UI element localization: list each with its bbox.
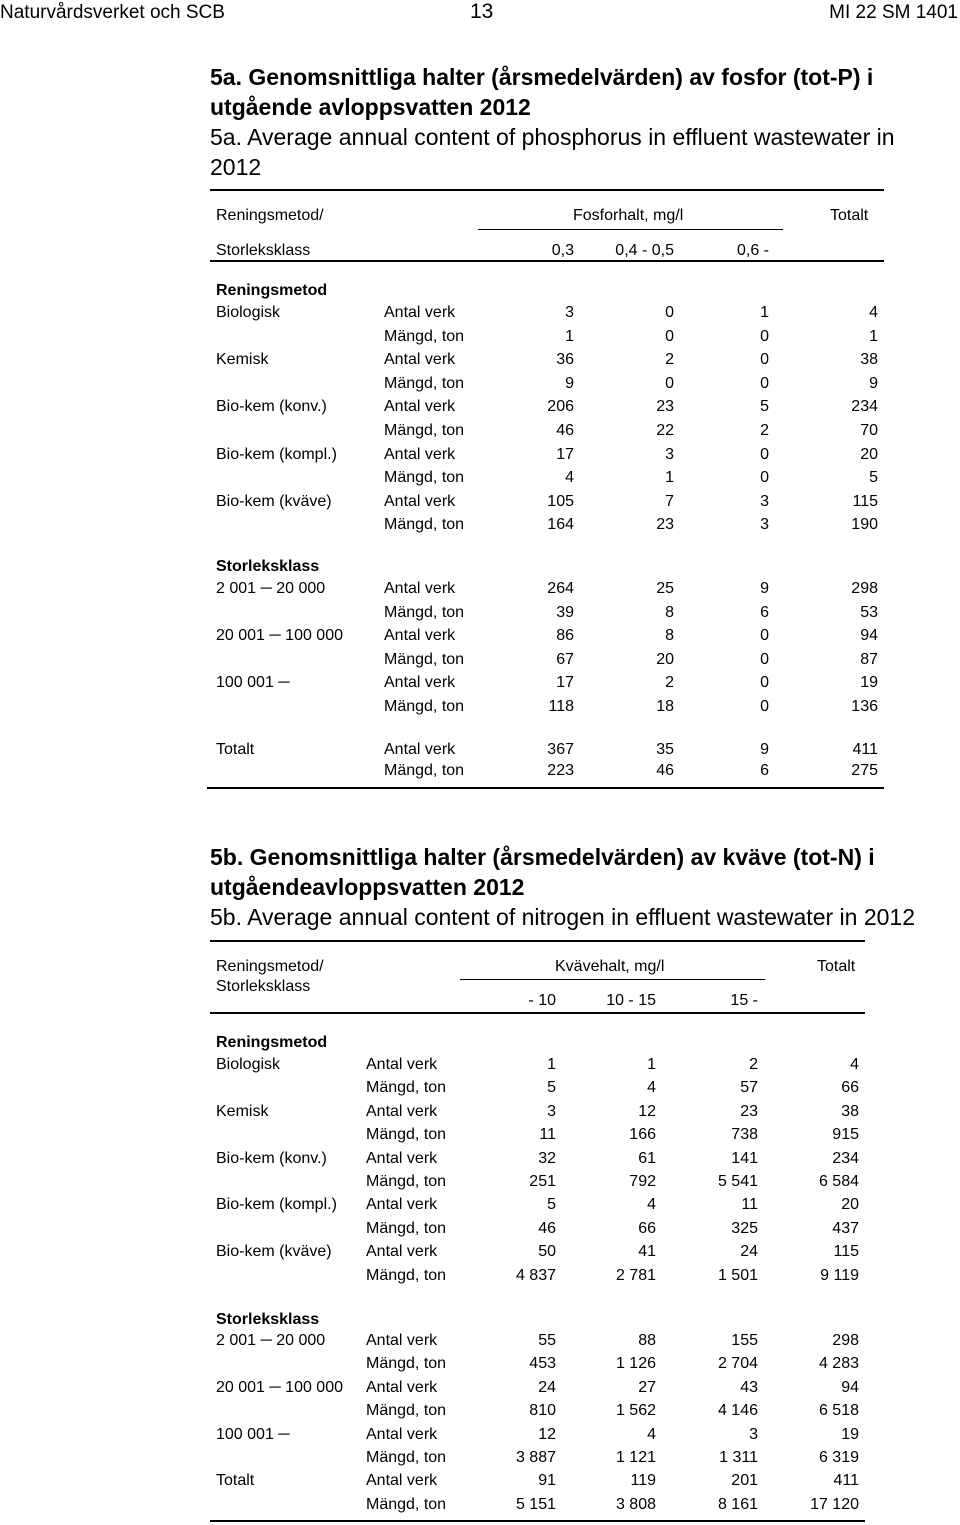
table-cell: 17 120 (810, 1495, 859, 1513)
table-cell: 50 (538, 1243, 556, 1261)
table-cell: 17 (556, 674, 574, 692)
table-cell: 2 704 (717, 1355, 758, 1373)
rule (207, 787, 884, 789)
table-cell: 11 (539, 1126, 556, 1144)
rule (210, 260, 884, 262)
row-measure: Antal verk (366, 1243, 438, 1261)
table-cell: 5 151 (515, 1495, 556, 1513)
table-cell: 11 (741, 1196, 758, 1214)
table-cell: 23 (656, 398, 674, 416)
row-label: Bio-kem (kompl.) (216, 1196, 337, 1214)
row-label: 20 001 ─ 100 000 (216, 627, 343, 645)
table-cell: 136 (851, 698, 878, 715)
table-cell: 6 518 (818, 1402, 859, 1420)
table-cell: 0 (760, 650, 769, 668)
row-label: Biologisk (216, 304, 281, 321)
rule (210, 940, 865, 942)
row-measure: Mängd, ton (384, 422, 465, 439)
table-cell: 8 (665, 603, 674, 621)
section-heading: Storleksklass (216, 1311, 320, 1328)
table-cell: 41 (638, 1243, 656, 1261)
row-measure: Antal verk (384, 674, 456, 692)
column-header: Reningsmetod/ (216, 207, 324, 224)
table-cell: 0 (760, 469, 769, 487)
table-cell: 1 126 (615, 1355, 656, 1373)
row-label: 100 001 ─ (216, 1425, 290, 1443)
page-header-left: Naturvårdsverket och SCB (0, 2, 225, 23)
table-cell: 0 (665, 374, 674, 392)
table-cell: 39 (556, 603, 574, 621)
class-header: 0,6 - (736, 242, 769, 259)
row-measure: Mängd, ton (366, 1079, 447, 1097)
table-cell: 118 (548, 698, 574, 715)
row-measure: Antal verk (384, 445, 456, 463)
section-heading: Reningsmetod (216, 282, 328, 299)
table-cell: 35 (656, 741, 674, 758)
table-cell: 5 (869, 469, 878, 487)
table-cell: 17 (556, 445, 574, 463)
table-cell: 6 319 (818, 1449, 859, 1466)
row-measure: Mängd, ton (366, 1126, 447, 1144)
table-cell: 275 (851, 762, 878, 779)
table-cell: 4 (647, 1196, 656, 1214)
row-measure: Mängd, ton (384, 374, 465, 392)
class-header: - 10 (528, 992, 556, 1009)
row-measure: Antal verk (366, 1332, 438, 1349)
table-cell: 4 (647, 1425, 656, 1443)
rule (210, 1520, 865, 1522)
table-cell: 453 (529, 1355, 556, 1373)
table-cell: 3 (665, 445, 674, 463)
table-cell: 1 (647, 1056, 656, 1073)
table-cell: 2 781 (615, 1266, 656, 1284)
group-underline (478, 229, 783, 230)
table-cell: 164 (547, 516, 574, 534)
table-cell: 20 (656, 650, 674, 668)
table-cell: 70 (860, 422, 878, 439)
row-label: Bio-kem (kväve) (216, 492, 332, 510)
table-cell: 2 (760, 422, 769, 439)
table-cell: 166 (629, 1126, 656, 1144)
row-measure: Mängd, ton (384, 516, 465, 534)
row-measure: Antal verk (384, 492, 456, 510)
table-cell: 1 (565, 327, 574, 345)
table-cell: 67 (556, 650, 574, 668)
table-cell: 115 (833, 1243, 859, 1261)
row-measure: Mängd, ton (366, 1402, 447, 1420)
table-cell: 223 (547, 762, 574, 779)
table-cell: 55 (538, 1332, 556, 1349)
total-header: Totalt (817, 958, 856, 975)
table-cell: 88 (638, 1332, 656, 1349)
table-cell: 57 (740, 1079, 758, 1097)
table-cell: 234 (851, 398, 878, 416)
row-label: 2 001 ─ 20 000 (216, 1332, 326, 1349)
row-label: Kemisk (216, 1102, 269, 1120)
table-cell: 411 (833, 1472, 859, 1490)
table-cell: 46 (538, 1219, 556, 1237)
table-cell: 8 161 (717, 1495, 758, 1513)
table-cell: 738 (731, 1126, 758, 1144)
row-measure: Antal verk (384, 398, 456, 416)
table-cell: 43 (740, 1378, 758, 1396)
table-cell: 66 (638, 1219, 656, 1237)
table-cell: 0 (760, 698, 769, 715)
table-cell: 411 (852, 741, 878, 758)
table-cell: 12 (638, 1102, 656, 1120)
row-label: Bio-kem (konv.) (216, 398, 327, 416)
row-label: Bio-kem (kväve) (216, 1243, 332, 1261)
class-header: 0,4 - 0,5 (615, 242, 674, 259)
table-cell: 91 (538, 1472, 556, 1490)
row-label: 2 001 ─ 20 000 (216, 580, 326, 597)
table-cell: 4 (565, 469, 574, 487)
row-measure: Antal verk (366, 1196, 438, 1214)
row-measure: Antal verk (366, 1472, 438, 1490)
rule (210, 189, 884, 191)
table-cell: 18 (656, 698, 674, 715)
table-cell: 20 (841, 1196, 859, 1214)
row-measure: Mängd, ton (384, 603, 465, 621)
table-cell: 1 (760, 304, 769, 321)
table-cell: 437 (832, 1219, 859, 1237)
row-label: Kemisk (216, 351, 269, 369)
row-measure: Mängd, ton (366, 1266, 447, 1284)
table-cell: 5 541 (717, 1173, 758, 1190)
table-cell: 298 (832, 1332, 859, 1349)
row-label: Bio-kem (kompl.) (216, 445, 337, 463)
page-number: 13 (470, 0, 494, 23)
table-cell: 1 562 (615, 1402, 656, 1420)
table-cell: 20 (860, 445, 878, 463)
table-cell: 9 (565, 374, 574, 392)
table-cell: 2 (749, 1056, 758, 1073)
group-underline (460, 979, 765, 980)
table-cell: 367 (547, 741, 574, 758)
table-cell: 3 887 (515, 1449, 556, 1466)
table-5b-title-en: 5b. Average annual content of nitrogen in effluent wastewater in 2012 (210, 904, 915, 930)
table-cell: 119 (630, 1472, 656, 1490)
table-cell: 8 (665, 627, 674, 645)
table-cell: 27 (638, 1378, 656, 1396)
table-cell: 915 (832, 1126, 859, 1144)
row-label: Bio-kem (konv.) (216, 1149, 327, 1167)
table-cell: 190 (851, 516, 878, 534)
table-cell: 25 (656, 580, 674, 597)
table-cell: 5 (760, 398, 769, 416)
total-header: Totalt (830, 207, 869, 224)
row-label: Totalt (216, 741, 255, 758)
page-header-right: MI 22 SM 1401 (829, 2, 958, 23)
table-cell: 201 (731, 1472, 758, 1490)
table-cell: 1 501 (717, 1266, 758, 1284)
column-header: Reningsmetod/ (216, 958, 324, 975)
row-label: 20 001 ─ 100 000 (216, 1378, 343, 1396)
section-heading: Reningsmetod (216, 1034, 328, 1051)
row-measure: Mängd, ton (366, 1495, 447, 1513)
table-cell: 3 (749, 1425, 758, 1443)
table-cell: 24 (538, 1378, 556, 1396)
row-measure: Antal verk (384, 627, 456, 645)
table-cell: 0 (760, 445, 769, 463)
table-cell: 4 (850, 1056, 859, 1073)
row-measure: Mängd, ton (384, 698, 465, 715)
table-cell: 105 (547, 492, 574, 510)
table-cell: 86 (556, 627, 574, 645)
table-cell: 19 (841, 1425, 859, 1443)
table-cell: 23 (740, 1102, 758, 1120)
table-cell: 87 (860, 650, 878, 668)
table-cell: 0 (760, 674, 769, 692)
row-measure: Antal verk (366, 1102, 438, 1120)
table-cell: 4 (647, 1079, 656, 1097)
table-cell: 0 (665, 327, 674, 345)
table-cell: 32 (538, 1149, 556, 1167)
table-cell: 1 (547, 1056, 556, 1073)
table-cell: 4 283 (818, 1355, 859, 1373)
table-cell: 9 (760, 580, 769, 597)
class-header: 10 - 15 (606, 992, 656, 1009)
row-measure: Antal verk (384, 741, 456, 758)
table-cell: 0 (760, 351, 769, 369)
table-cell: 1 121 (615, 1449, 656, 1466)
row-measure: Mängd, ton (384, 469, 465, 487)
table-cell: 0 (760, 627, 769, 645)
table-cell: 0 (760, 374, 769, 392)
row-measure: Mängd, ton (366, 1219, 447, 1237)
table-cell: 23 (656, 516, 674, 534)
table-cell: 24 (740, 1243, 758, 1261)
table-cell: 5 (547, 1196, 556, 1214)
table-cell: 234 (832, 1149, 859, 1167)
table-5a-title-sv: 5a. Genomsnittliga halter (årsmedelvärden) av fosfor (tot-P) i utgående avloppsvatten 2012 (210, 64, 874, 120)
table-cell: 36 (556, 351, 574, 369)
row-measure: Mängd, ton (384, 327, 465, 345)
table-cell: 2 (665, 674, 674, 692)
table-cell: 5 (547, 1079, 556, 1097)
table-5a-title-en: 5a. Average annual content of phosphorus in effluent wastewater in 2012 (210, 124, 895, 180)
table-cell: 12 (538, 1425, 556, 1443)
table-cell: 4 146 (717, 1402, 758, 1420)
table-cell: 251 (529, 1173, 556, 1190)
row-measure: Mängd, ton (384, 650, 465, 668)
table-cell: 298 (851, 580, 878, 597)
row-measure: Antal verk (384, 351, 456, 369)
table-cell: 3 808 (615, 1495, 656, 1513)
table-cell: 38 (860, 351, 878, 369)
table-cell: 810 (529, 1402, 556, 1420)
table-cell: 6 (760, 603, 769, 621)
row-measure: Mängd, ton (366, 1173, 447, 1190)
table-cell: 1 (665, 469, 674, 487)
class-header: 15 - (730, 992, 758, 1009)
section-heading: Storleksklass (216, 558, 320, 575)
table-cell: 61 (638, 1149, 656, 1167)
table-cell: 3 (760, 516, 769, 534)
row-measure: Antal verk (366, 1149, 438, 1167)
table-cell: 94 (841, 1378, 859, 1396)
table-cell: 155 (731, 1332, 758, 1349)
table-cell: 1 311 (719, 1449, 758, 1466)
table-cell: 22 (656, 422, 674, 439)
table-cell: 4 (869, 304, 878, 321)
group-header: Kvävehalt, mg/l (555, 958, 665, 975)
table-cell: 4 837 (515, 1266, 556, 1284)
row-measure: Antal verk (366, 1378, 438, 1396)
table-cell: 9 (869, 374, 878, 392)
row-label: Biologisk (216, 1056, 281, 1073)
row-measure: Antal verk (384, 580, 456, 597)
group-header: Fosforhalt, mg/l (573, 207, 684, 224)
class-header: 0,3 (551, 242, 574, 259)
table-cell: 6 (760, 762, 769, 779)
table-cell: 325 (731, 1219, 758, 1237)
table-cell: 115 (852, 492, 878, 510)
table-cell: 2 (665, 351, 674, 369)
row-label: Totalt (216, 1472, 255, 1490)
row-measure: Antal verk (384, 304, 456, 321)
table-cell: 206 (547, 398, 574, 416)
row-measure: Antal verk (366, 1056, 438, 1073)
table-cell: 19 (860, 674, 878, 692)
row-measure: Mängd, ton (366, 1355, 447, 1373)
table-cell: 46 (656, 762, 674, 779)
table-cell: 53 (860, 603, 878, 621)
table-cell: 3 (547, 1102, 556, 1120)
table-5b-title-sv: 5b. Genomsnittliga halter (årsmedelvärden) av kväve (tot-N) i utgåendeavloppsvatten 2012 (210, 844, 875, 900)
table-cell: 38 (841, 1102, 859, 1120)
table-cell: 9 119 (820, 1266, 859, 1284)
table-cell: 9 (760, 741, 769, 758)
column-header-2: Storleksklass (216, 978, 311, 995)
table-cell: 1 (869, 327, 878, 345)
row-label: 100 001 ─ (216, 674, 290, 692)
table-cell: 66 (841, 1079, 859, 1097)
table-cell: 94 (860, 627, 878, 645)
table-cell: 0 (665, 304, 674, 321)
rule (210, 1012, 865, 1014)
row-measure: Antal verk (366, 1425, 438, 1443)
table-cell: 264 (547, 580, 574, 597)
table-cell: 46 (556, 422, 574, 439)
table-cell: 7 (665, 492, 674, 510)
table-cell: 3 (565, 304, 574, 321)
table-cell: 792 (629, 1173, 656, 1190)
table-cell: 0 (760, 327, 769, 345)
row-measure: Mängd, ton (384, 762, 465, 779)
table-cell: 3 (760, 492, 769, 510)
column-header-2: Storleksklass (216, 242, 311, 259)
row-measure: Mängd, ton (366, 1449, 447, 1466)
table-cell: 141 (731, 1149, 758, 1167)
table-cell: 6 584 (818, 1173, 859, 1190)
